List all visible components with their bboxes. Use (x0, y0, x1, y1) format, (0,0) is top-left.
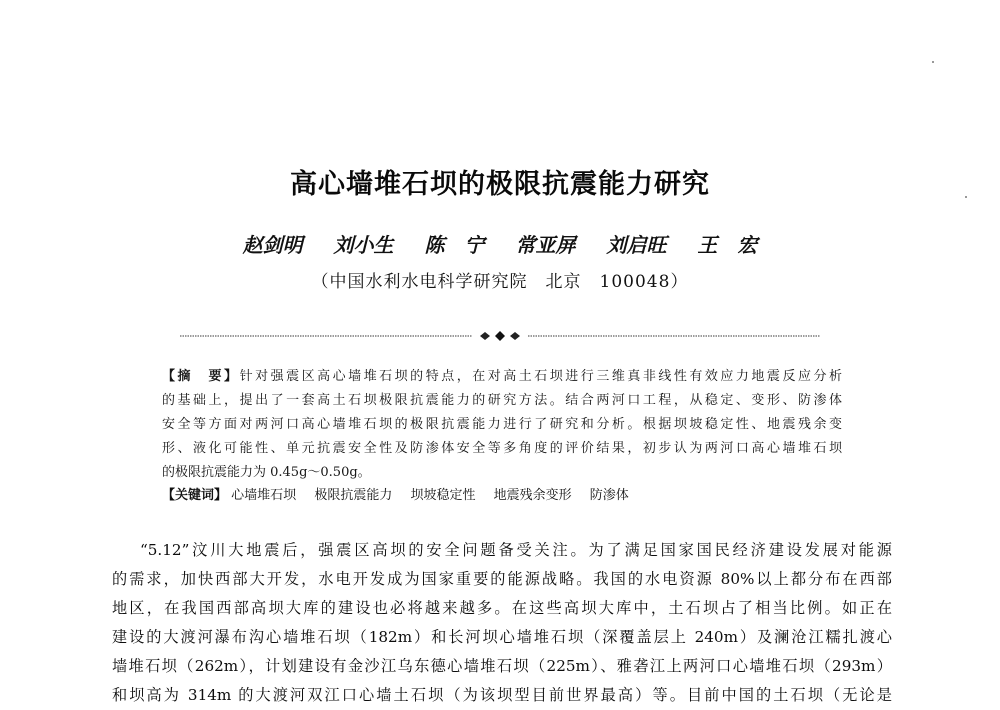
author-name: 陈 宁 (424, 233, 485, 257)
abstract-line: 的基础上，提出了一套高土石坝极限抗震能力的研究方法。结合两河口工程，从稳定、变形、防渗体 (162, 393, 842, 408)
divider-diamond-icon (510, 332, 520, 340)
ornament-divider (180, 330, 820, 342)
keyword: 心墙堆石坝 (231, 488, 297, 503)
body-paragraph (112, 536, 892, 710)
abstract-line: 的极限抗震能力为 0.45g～0.50g。 (162, 465, 371, 480)
author-name: 常亚屏 (515, 233, 576, 257)
author-list (0, 229, 1000, 258)
divider-diamond-icon (480, 332, 490, 340)
keyword: 防渗体 (589, 488, 629, 503)
abstract-line: 安全等方面对两河口高心墙堆石坝的极限抗震能力进行了研究和分析。根据坝坡稳定性、地震残余变 (162, 417, 842, 432)
abstract-block (162, 365, 842, 485)
body-line: 建设的大渡河瀑布沟心墙堆石坝（182m）和长河坝心墙堆石坝（深覆盖层上 240m）及澜沧江糯扎渡心 (112, 628, 892, 646)
abstract-text: 针对强震区高心墙堆石坝的特点，在对高土石坝进行三维真非线性有效应力地震反应分析 (239, 369, 842, 384)
keyword: 极限抗震能力 (314, 488, 393, 503)
abstract-line: 形、液化可能性、单元抗震安全性及防渗体安全等多角度的评价结果，初步认为两河口高心墙堆石坝 (162, 441, 842, 456)
author-name: 王 宏 (697, 233, 758, 257)
scan-speck (932, 61, 934, 63)
body-line: 的需求，加快西部大开发，水电开发成为国家重要的能源战略。我国的水电资源 80%以上都分布在西部 (112, 570, 892, 588)
body-line: 和坝高为 314m 的大渡河双江口心墙土石坝（为该坝型目前世界最高）等。目前中国的土石坝（无论是 (112, 686, 892, 704)
paper-title: 高心墙堆石坝的极限抗震能力研究 (290, 169, 710, 200)
body-line: “5.12”汶川大地震后，强震区高坝的安全问题备受关注。为了满足国家国民经济建设发展对能源 (140, 541, 892, 559)
body-line: 墙堆石坝（262m），计划建设有金沙江乌东德心墙堆石坝（225m）、雅砻江上两河口心墙堆石坝（293m） (112, 657, 892, 675)
divider-diamond-icon (495, 331, 505, 341)
keywords-block (162, 484, 842, 508)
affiliation: （中国水利水电科学研究院 北京 100048） (311, 272, 689, 292)
scan-speck (965, 196, 967, 198)
author-name: 刘小生 (333, 233, 394, 257)
body-line: 地区，在我国西部高坝大库的建设也必将越来越多。在这些高坝大库中，土石坝占了相当比例。如正在 (112, 599, 892, 617)
keywords-label: 【关键词】 (162, 488, 228, 503)
abstract-label: 【摘 要】 (162, 369, 240, 384)
author-name: 赵剑明 (242, 233, 303, 257)
keyword: 坝坡稳定性 (410, 488, 476, 503)
abstract-line (162, 365, 842, 389)
keyword: 地震残余变形 (493, 488, 572, 503)
author-name: 刘启旺 (606, 233, 667, 257)
